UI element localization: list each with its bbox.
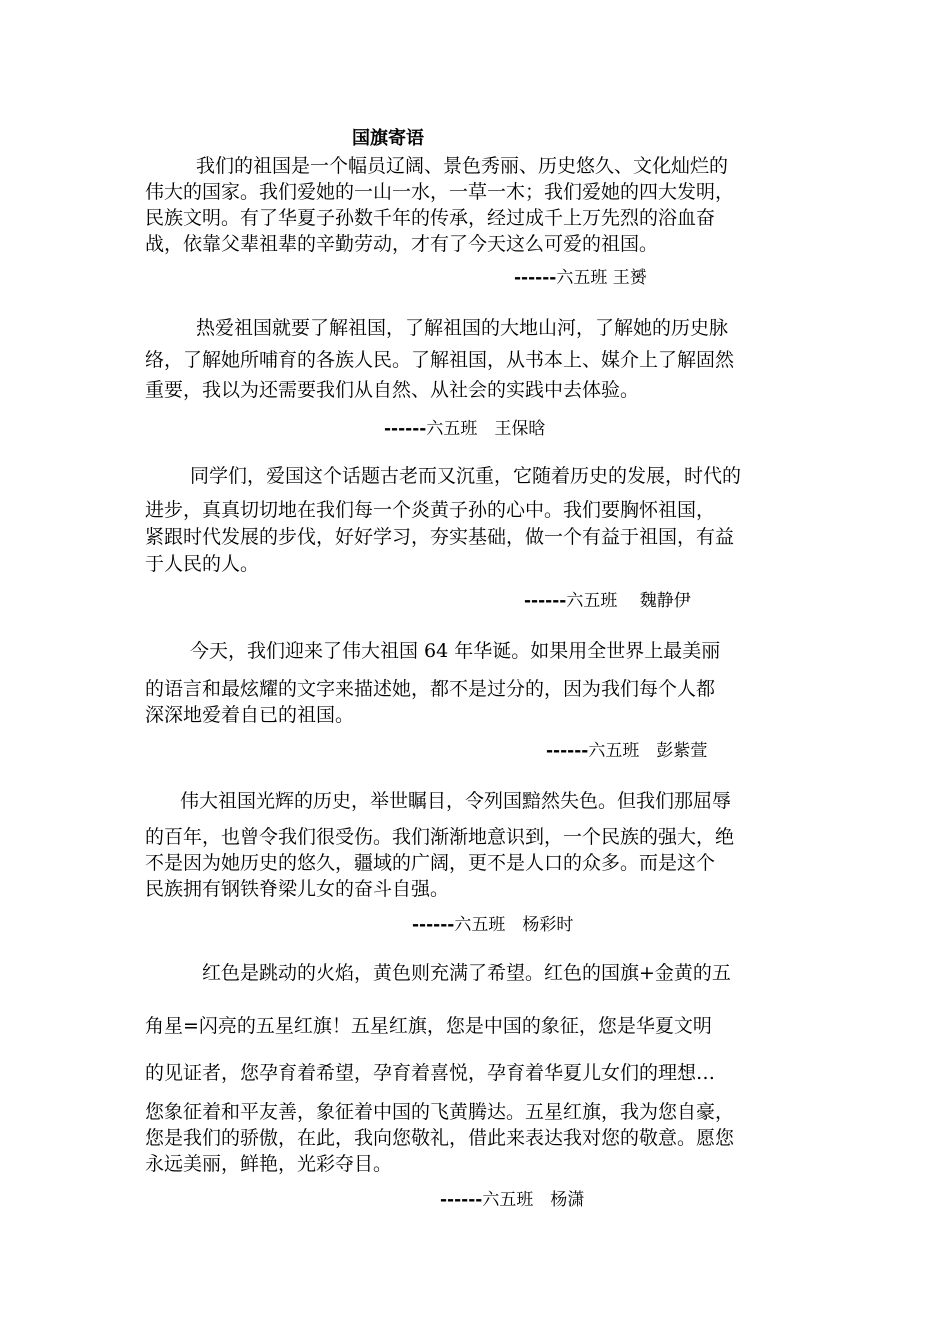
entry-1-signature bbox=[514, 263, 647, 288]
signature-name: 六五班 魏静伊 bbox=[566, 591, 691, 611]
entry-2-line-2: 络，了解她所哺育的各族人民。了解祖国，从书本上、媒介上了解固然 bbox=[145, 349, 735, 371]
entry-1-line-3: 民族文明。有了华夏子孙数千年的传承，经过成千上万先烈的浴血奋 bbox=[145, 207, 716, 229]
entry-6-line-4: 您象征着和平友善，象征着中国的飞黄腾达。五星红旗，我为您自豪， bbox=[145, 1101, 735, 1123]
entry-5-line-4: 民族拥有钢铁脊梁儿女的奋斗自强。 bbox=[145, 878, 450, 900]
entry-3-line-2: 进步，真真切切地在我们每一个炎黄子孙的心中。我们要胸怀祖国， bbox=[145, 499, 716, 521]
entry-6-line-1: 红色是跳动的火焰，黄色则充满了希望。红色的国旗+金黄的五 bbox=[202, 962, 731, 984]
entry-3-line-1: 同学们，爱国这个话题古老而又沉重，它随着历史的发展，时代的 bbox=[190, 465, 742, 487]
entry-5-line-3: 不是因为她历史的悠久，疆域的广阔，更不是人口的众多。而是这个 bbox=[145, 852, 716, 874]
entry-2-line-3: 重要，我以为还需要我们从自然、从社会的实践中去体验。 bbox=[145, 379, 640, 401]
entry-2-line-1: 热爱祖国就要了解祖国，了解祖国的大地山河，了解她的历史脉 bbox=[196, 317, 729, 339]
entry-2-signature bbox=[384, 414, 545, 439]
signature-dash: ------ bbox=[546, 741, 589, 761]
signature-dash: ------ bbox=[384, 419, 427, 439]
signature-name: 六五班 王赟 bbox=[556, 268, 647, 288]
entry-5-line-1: 伟大祖国光辉的历史，举世瞩目，令列国黯然失色。但我们那屈辱 bbox=[180, 790, 732, 812]
document-title: 国旗寄语 bbox=[352, 128, 424, 149]
entry-5-signature bbox=[412, 910, 573, 935]
entry-3-signature bbox=[524, 586, 691, 611]
entry-1-line-1: 我们的祖国是一个幅员辽阔、景色秀丽、历史悠久、文化灿烂的 bbox=[196, 155, 729, 177]
entry-3-line-4: 于人民的人。 bbox=[145, 553, 260, 575]
entry-1-line-2: 伟大的国家。我们爱她的一山一水，一草一木；我们爱她的四大发明， bbox=[145, 181, 735, 203]
signature-name: 六五班 杨潇 bbox=[482, 1190, 585, 1210]
signature-dash: ------ bbox=[440, 1190, 483, 1210]
entry-6-signature bbox=[440, 1185, 584, 1210]
entry-6-line-3: 的见证者，您孕育着希望，孕育着喜悦，孕育着华夏儿女们的理想… bbox=[145, 1062, 716, 1084]
signature-name: 六五班 王保晗 bbox=[426, 419, 546, 439]
entry-4-signature bbox=[546, 736, 707, 761]
entry-4-line-2: 的语言和最炫耀的文字来描述她，都不是过分的，因为我们每个人都 bbox=[145, 678, 716, 700]
entry-5-line-2: 的百年，也曾令我们很受伤。我们渐渐地意识到，一个民族的强大，绝 bbox=[145, 826, 735, 848]
signature-name: 六五班 彭紫萱 bbox=[588, 741, 708, 761]
signature-dash: ------ bbox=[524, 591, 567, 611]
entry-6-line-2: 角星=闪亮的五星红旗！五星红旗，您是中国的象征，您是华夏文明 bbox=[145, 1015, 712, 1037]
entry-6-line-6: 永远美丽，鲜艳，光彩夺目。 bbox=[145, 1153, 393, 1175]
signature-name: 六五班 杨彩时 bbox=[454, 915, 574, 935]
entry-4-line-1: 今天，我们迎来了伟大祖国 64 年华诞。如果用全世界上最美丽 bbox=[190, 640, 721, 662]
entry-4-line-3: 深深地爱着自已的祖国。 bbox=[145, 704, 355, 726]
entry-1-line-4: 战，依靠父辈祖辈的辛勤劳动，才有了今天这么可爱的祖国。 bbox=[145, 233, 659, 255]
signature-dash: ------ bbox=[412, 915, 455, 935]
entry-3-line-3: 紧跟时代发展的步伐，好好学习，夯实基础，做一个有益于祖国，有益 bbox=[145, 526, 735, 548]
signature-dash: ------ bbox=[514, 268, 557, 288]
entry-6-line-5: 您是我们的骄傲，在此，我向您敬礼，借此来表达我对您的敬意。愿您 bbox=[145, 1127, 735, 1149]
